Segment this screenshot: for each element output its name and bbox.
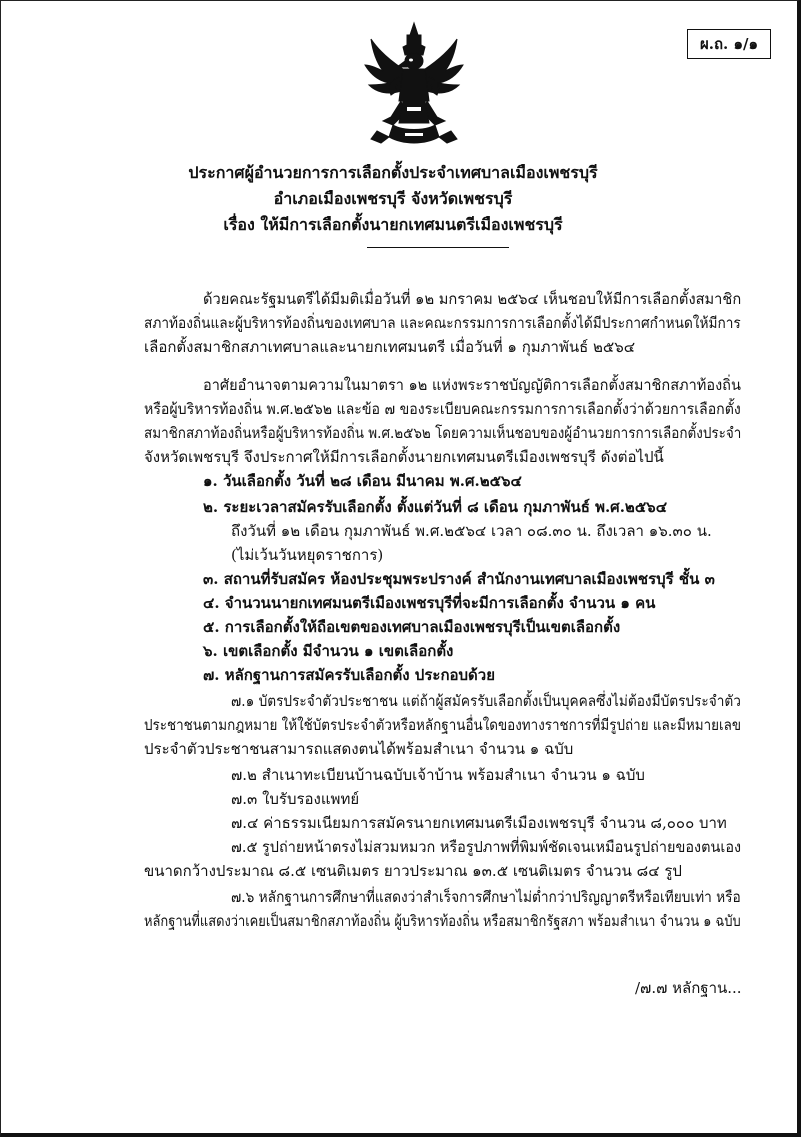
body-line: ประชาชนตามกฎหมาย ให้ใช้บัตรประจำตัวหรือหลักฐานอื่นใดของทางราชการที่มีรูปถ่าย และมีหมายเลข [144, 716, 742, 734]
sub-item-7-6: ๗.๖ หลักฐานการศึกษาที่แสดงว่าสำเร็จการศึกษาไม่ต่ำกว่าปริญญาตรีหรือเทียบเท่า หรือ [231, 888, 741, 906]
body-line: ขนาดกว้างประมาณ ๘.๕ เซนติเมตร ยาวประมาณ ๑๓.๕ เซนติเมตร จำนวน ๘๔ รูป [144, 862, 682, 880]
sub-item-7-5: ๗.๕ รูปถ่ายหน้าตรงไม่สวมหมวก หรือรูปภาพที่พิมพ์ชัดเจนเหมือนรูปถ่ายของตนเอง [231, 838, 742, 856]
announcement-subject: เรื่อง ให้มีการเลือกตั้งนายกเทศมนตรีเมืองเพชรบุรี [223, 215, 563, 234]
item-7-documents: ๗. หลักฐานการสมัครรับเลือกตั้ง ประกอบด้วย [203, 666, 496, 684]
body-line: (ไม่เว้นวันหยุดราชการ) [231, 546, 384, 564]
garuda-emblem-icon [363, 21, 465, 147]
body-line: หรือผู้บริหารท้องถิ่น พ.ศ.๒๕๖๒ และข้อ ๗ ของระเบียบคณะกรรมการการเลือกตั้งว่าด้วยการเลือกตั้ง [144, 400, 741, 418]
body-line: จังหวัดเพชรบุรี จึงประกาศให้มีการเลือกตั้งนายกเทศมนตรีเมืองเพชรบุรี ดังต่อไปนี้ [144, 448, 664, 466]
sub-item-7-1: ๗.๑ บัตรประจำตัวประชาชน แต่ถ้าผู้สมัครรับเลือกตั้งเป็นบุคคลซึ่งไม่ต้องมีบัตรประจำตัว [231, 692, 741, 710]
body-line: หลักฐานที่แสดงว่าเคยเป็นสมาชิกสภาท้องถิ่น ผู้บริหารท้องถิ่น หรือสมาชิกรัฐสภา พร้อมสำเนา จำนวน ๑ ฉบับ [144, 912, 741, 930]
body-line: สภาท้องถิ่นและผู้บริหารท้องถิ่นของเทศบาล และคณะกรรมการการเลือกตั้งได้มีประกาศกำหนดให้มีการ [144, 314, 741, 332]
sub-item-7-4: ๗.๔ ค่าธรรมเนียมการสมัครนายกเทศมนตรีเมืองเพชรบุรี จำนวน ๘,๐๐๐ บาท [231, 814, 727, 832]
body-line: ถึงวันที่ ๑๒ เดือน กุมภาพันธ์ พ.ศ.๒๕๖๔ เวลา ๐๘.๓๐ น. ถึงเวลา ๑๖.๓๐ น. [231, 522, 712, 540]
heading-divider [367, 247, 509, 248]
sub-item-7-3: ๗.๓ ใบรับรองแพทย์ [231, 790, 360, 808]
sub-item-7-2: ๗.๒ สำเนาทะเบียนบ้านฉบับเจ้าบ้าน พร้อมสำเนา จำนวน ๑ ฉบับ [231, 766, 645, 784]
item-5-constituency: ๕. การเลือกตั้งให้ถือเขตของเทศบาลเมืองเพชรบุรีเป็นเขตเลือกตั้ง [203, 618, 621, 636]
announcement-heading-line2: อำเภอเมืองเพชรบุรี จังหวัดเพชรบุรี [273, 189, 513, 208]
item-2-application-period: ๒. ระยะเวลาสมัครรับเลือกตั้ง ตั้งแต่วันที่ ๘ เดือน กุมภาพันธ์ พ.ศ.๒๕๖๔ [203, 498, 668, 516]
body-line: สมาชิกสภาท้องถิ่นหรือผู้บริหารท้องถิ่น พ.ศ.๒๕๖๒ โดยความเห็นชอบของผู้อำนวยการการเลือกตั้งประจำ [144, 424, 742, 442]
item-6-districts: ๖. เขตเลือกตั้ง มีจำนวน ๑ เขตเลือกตั้ง [203, 642, 454, 660]
body-line: เลือกตั้งสมาชิกสภาเทศบาลและนายกเทศมนตรี เมื่อวันที่ ๑ กุมภาพันธ์ ๒๕๖๔ [144, 338, 636, 356]
item-3-venue: ๓. สถานที่รับสมัคร ห้องประชุมพระปรางค์ สำนักงานเทศบาลเมืองเพชรบุรี ชั้น ๓ [203, 570, 715, 588]
announcement-heading-line1: ประกาศผู้อำนวยการการเลือกตั้งประจำเทศบาลเมืองเพชรบุรี [188, 163, 598, 182]
body-line: อาศัยอำนาจตามความในมาตรา ๑๒ แห่งพระราชบัญญัติการเลือกตั้งสมาชิกสภาท้องถิ่น [203, 376, 741, 394]
body-line: ประจำตัวประชาชนสามารถแสดงตนได้พร้อมสำเนา จำนวน ๑ ฉบับ [144, 740, 574, 758]
item-1-election-date: ๑. วันเลือกตั้ง วันที่ ๒๘ เดือน มีนาคม พ.ศ.๒๕๖๔ [203, 472, 522, 490]
item-4-seats: ๔. จำนวนนายกเทศมนตรีเมืองเพชรบุรีที่จะมีการเลือกตั้ง จำนวน ๑ คน [203, 594, 656, 612]
body-line: ด้วยคณะรัฐมนตรีได้มีมติเมื่อวันที่ ๑๒ มกราคม ๒๕๖๔ เห็นชอบให้มีการเลือกตั้งสมาชิก [203, 290, 742, 308]
form-code-box: ผ.ถ. ๑/๑ [687, 29, 771, 59]
continuation-note: /๗.๗ หลักฐาน... [635, 979, 742, 997]
